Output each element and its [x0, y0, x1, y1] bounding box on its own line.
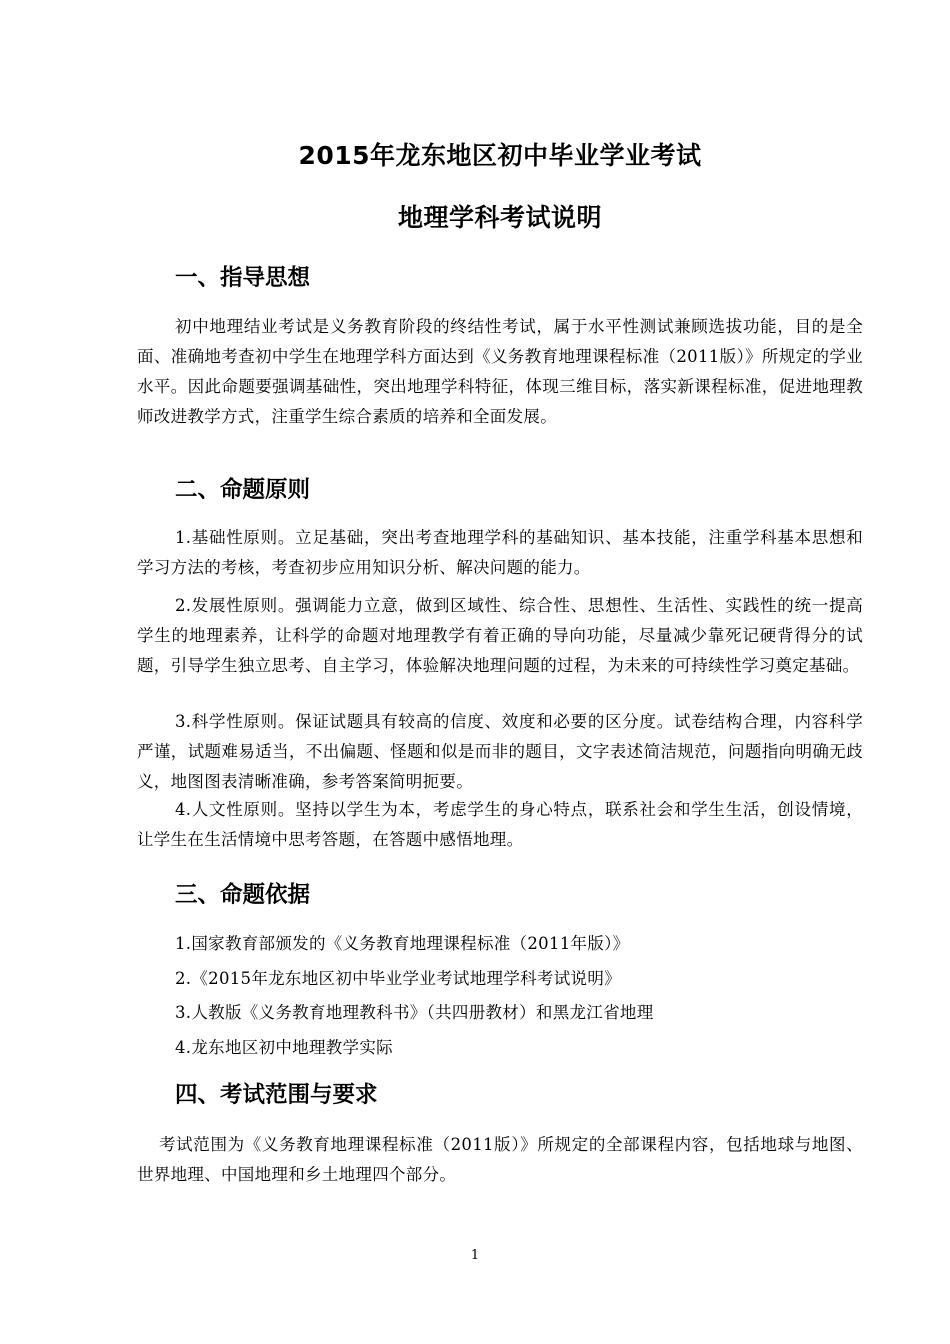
section-heading-guiding-ideology: 一、指导思想	[175, 265, 311, 291]
document-title: 2015年龙东地区初中毕业学业考试	[298, 141, 702, 170]
paragraph-principle-foundation: 1.基础性原则。立足基础，突出考查地理学科的基础知识、基本技能，注重学科基本思想和学习方法的考核，考查初步应用知识分析、解决问题的能力。	[137, 528, 863, 577]
list-item: 3.人教版《义务教育地理教科书》（共四册教材）和黑龙江省地理	[175, 1003, 654, 1022]
page-number: 1	[470, 1248, 480, 1263]
paragraph-principle-scientific: 3.科学性原则。保证试题具有较高的信度、效度和必要的区分度。试卷结构合理，内容科学严谨，试题难易适当，不出偏题、怪题和似是而非的题目，文字表述简洁规范，问题指向明确无歧义，地图图表清晰准确，参考答案简明扼要。	[137, 712, 863, 791]
paragraph-principle-humanistic: 4.人文性原则。坚持以学生为本，考虑学生的身心特点，联系社会和学生生活，创设情境，让学生在生活情境中思考答题，在答题中感悟地理。	[137, 800, 863, 849]
section-heading-principles: 二、命题原则	[175, 477, 311, 503]
paragraph-guiding-ideology: 初中地理结业考试是义务教育阶段的终结性考试，属于水平性测试兼顾选拔功能，目的是全面、准确地考查初中学生在地理学科方面达到《义务教育地理课程标准（2011版）》所规定的学业水平。因此命题要强调基础性，突出地理学科特征，体现三维目标，落实新课程标准，促进地理教师改进教学方式，注重学生综合素质的培养和全面发展。	[137, 317, 863, 426]
document-subtitle: 地理学科考试说明	[397, 203, 602, 232]
section-heading-basis: 三、命题依据	[175, 882, 311, 908]
list-item: 2.《2015年龙东地区初中毕业学业考试地理学科考试说明》	[175, 969, 621, 988]
section-heading-scope: 四、考试范围与要求	[175, 1082, 378, 1108]
list-item: 1.国家教育部颁发的《义务教育地理课程标准（2011年版）》	[175, 934, 630, 953]
paragraph-scope: 考试范围为《义务教育地理课程标准（2011版）》所规定的全部课程内容，包括地球与地图、世界地理、中国地理和乡土地理四个部分。	[137, 1135, 863, 1184]
paragraph-principle-development: 2.发展性原则。强调能力立意，做到区域性、综合性、思想性、生活性、实践性的统一提高学生的地理素养，让科学的命题对地理教学有着正确的导向功能，尽量减少靠死记硬背得分的试题，引导学生独立思考、自主学习，体验解决地理问题的过程，为未来的可持续性学习奠定基础。	[137, 596, 863, 675]
list-item: 4.龙东地区初中地理教学实际	[175, 1038, 393, 1057]
